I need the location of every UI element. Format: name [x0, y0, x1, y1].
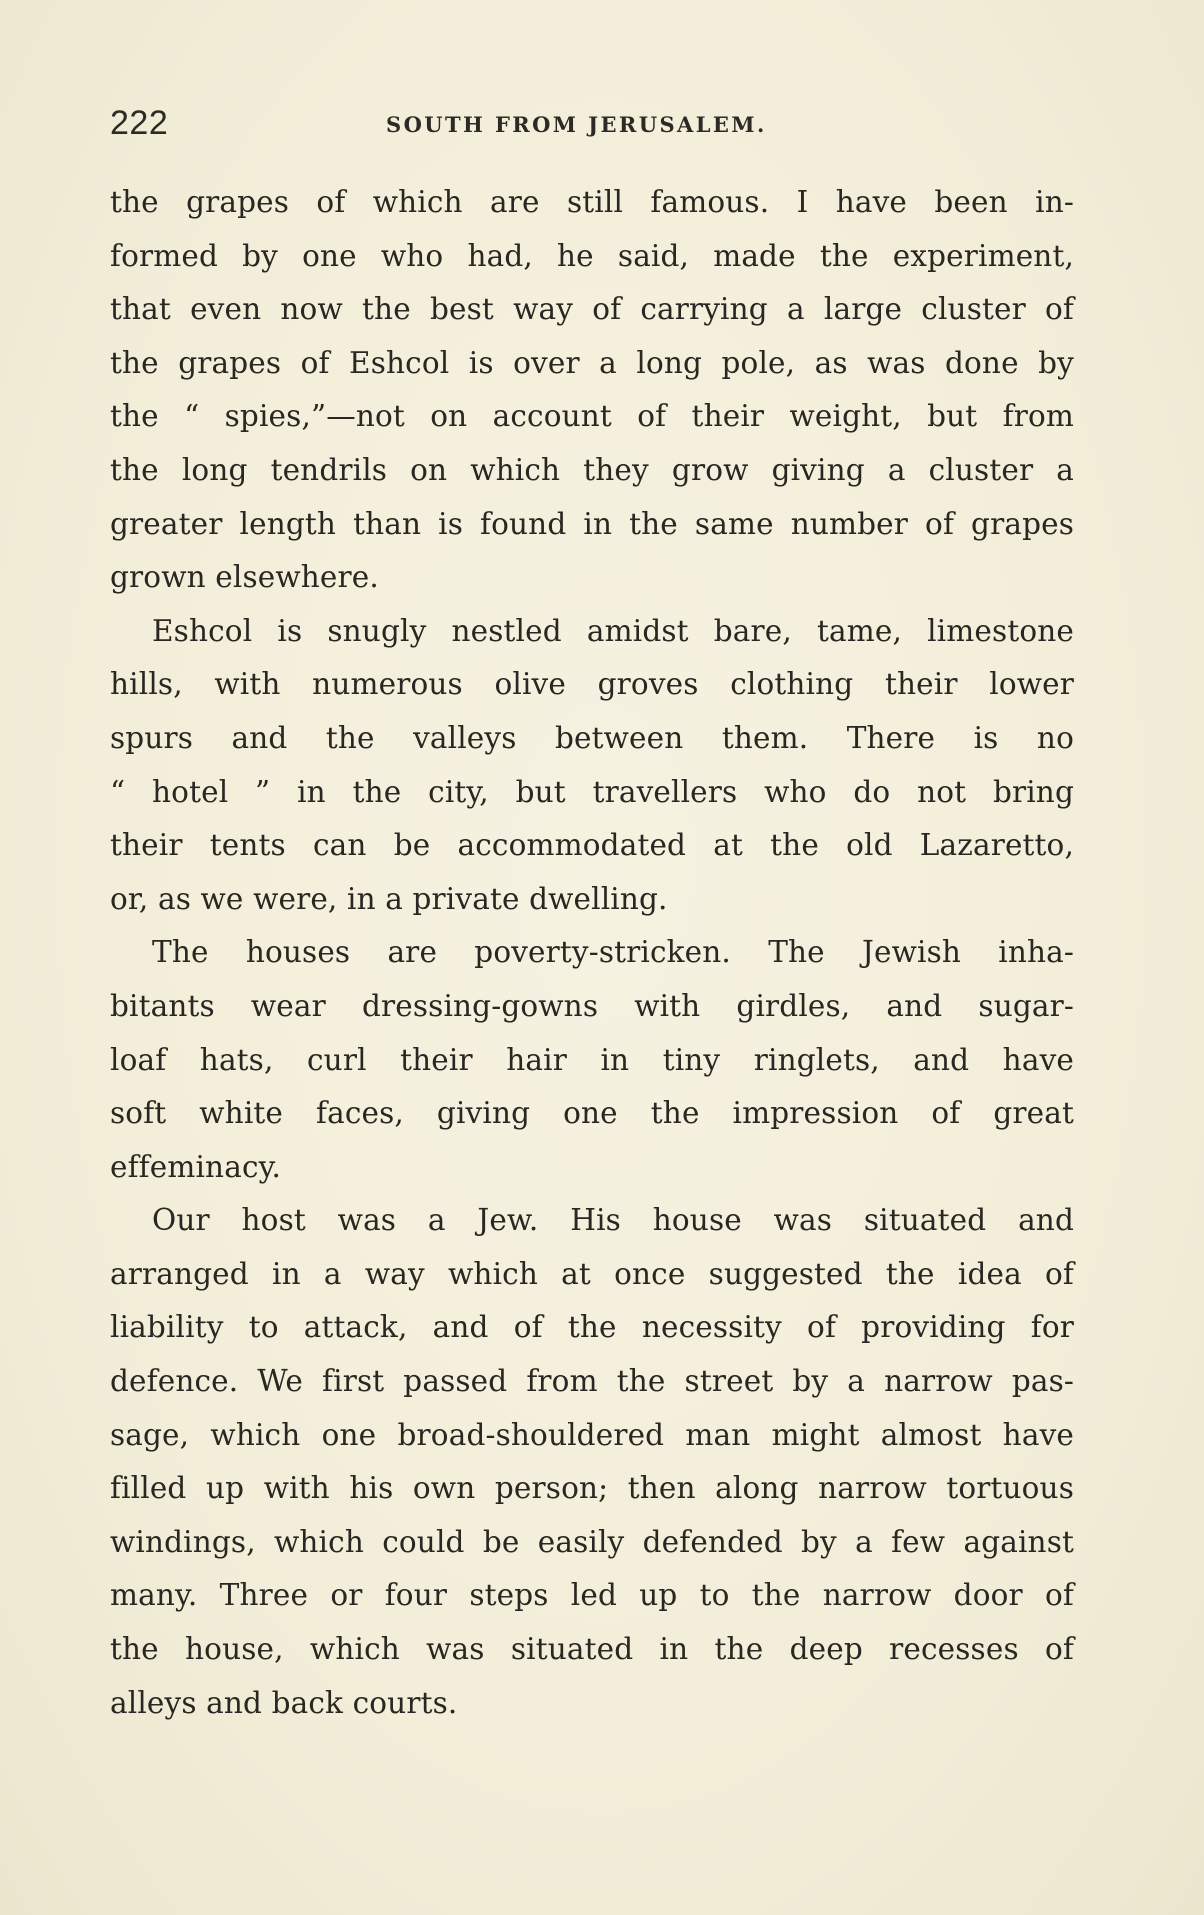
- text-line: greater length than is found in the same number of grapes: [110, 506, 1074, 541]
- text-line: Eshcol is snugly nestled amidst bare, tame, limestone: [152, 613, 1074, 648]
- text-line: the house, which was situated in the deep recesses of: [110, 1632, 1074, 1667]
- text-line: Our host was a Jew. His house was situated and: [152, 1203, 1074, 1238]
- text-line: bitants wear dressing-gowns with girdles, and sugar-: [110, 988, 1074, 1023]
- text-line: hills, with numerous olive groves clothing their lower: [110, 667, 1074, 702]
- text-line: “ hotel ” in the city, but travellers who do not bring: [110, 774, 1074, 809]
- text-line: grown elsewhere.: [110, 560, 379, 595]
- text-line: that even now the best way of carrying a large cluster of: [110, 292, 1074, 327]
- text-line: their tents can be accommodated at the old Lazaretto,: [110, 828, 1074, 863]
- text-line: effeminacy.: [110, 1149, 282, 1184]
- text-line: soft white faces, giving one the impression of great: [110, 1096, 1074, 1131]
- running-title: SOUTH FROM JERUSALEM.: [386, 112, 767, 137]
- text-line: arranged in a way which at once suggested the idea of: [110, 1256, 1074, 1291]
- text-line: spurs and the valleys between them. There is no: [110, 720, 1074, 755]
- text-line: loaf hats, curl their hair in tiny ringlets, and have: [110, 1042, 1074, 1077]
- text-line: windings, which could be easily defended by a few against: [110, 1524, 1074, 1559]
- text-line: the grapes of which are still famous. I have been in-: [110, 185, 1074, 219]
- text-line: or, as we were, in a private dwelling.: [110, 881, 668, 916]
- text-line: the “ spies,”—not on account of their weight, but from: [110, 399, 1074, 434]
- text-line: sage, which one broad-shouldered man might almost have: [110, 1417, 1074, 1452]
- text-line: filled up with his own person; then along narrow tortuous: [110, 1471, 1074, 1506]
- text-line: liability to attack, and of the necessity of providing for: [110, 1310, 1074, 1345]
- text-line: the long tendrils on which they grow giving a cluster a: [110, 452, 1074, 487]
- text-line: The houses are poverty-stricken. The Jewish inha-: [152, 935, 1074, 970]
- text-line: many. Three or four steps led up to the narrow door of: [110, 1578, 1074, 1613]
- text-line: alleys and back courts.: [110, 1685, 458, 1720]
- text-line: formed by one who had, he said, made the experiment,: [110, 238, 1074, 273]
- running-head: [110, 104, 1070, 144]
- text-line: the grapes of Eshcol is over a long pole, as was done by: [110, 345, 1074, 380]
- body-text: [110, 176, 1074, 1730]
- text-line: defence. We first passed from the street by a narrow pas-: [110, 1364, 1074, 1399]
- page-number: 222: [110, 104, 169, 142]
